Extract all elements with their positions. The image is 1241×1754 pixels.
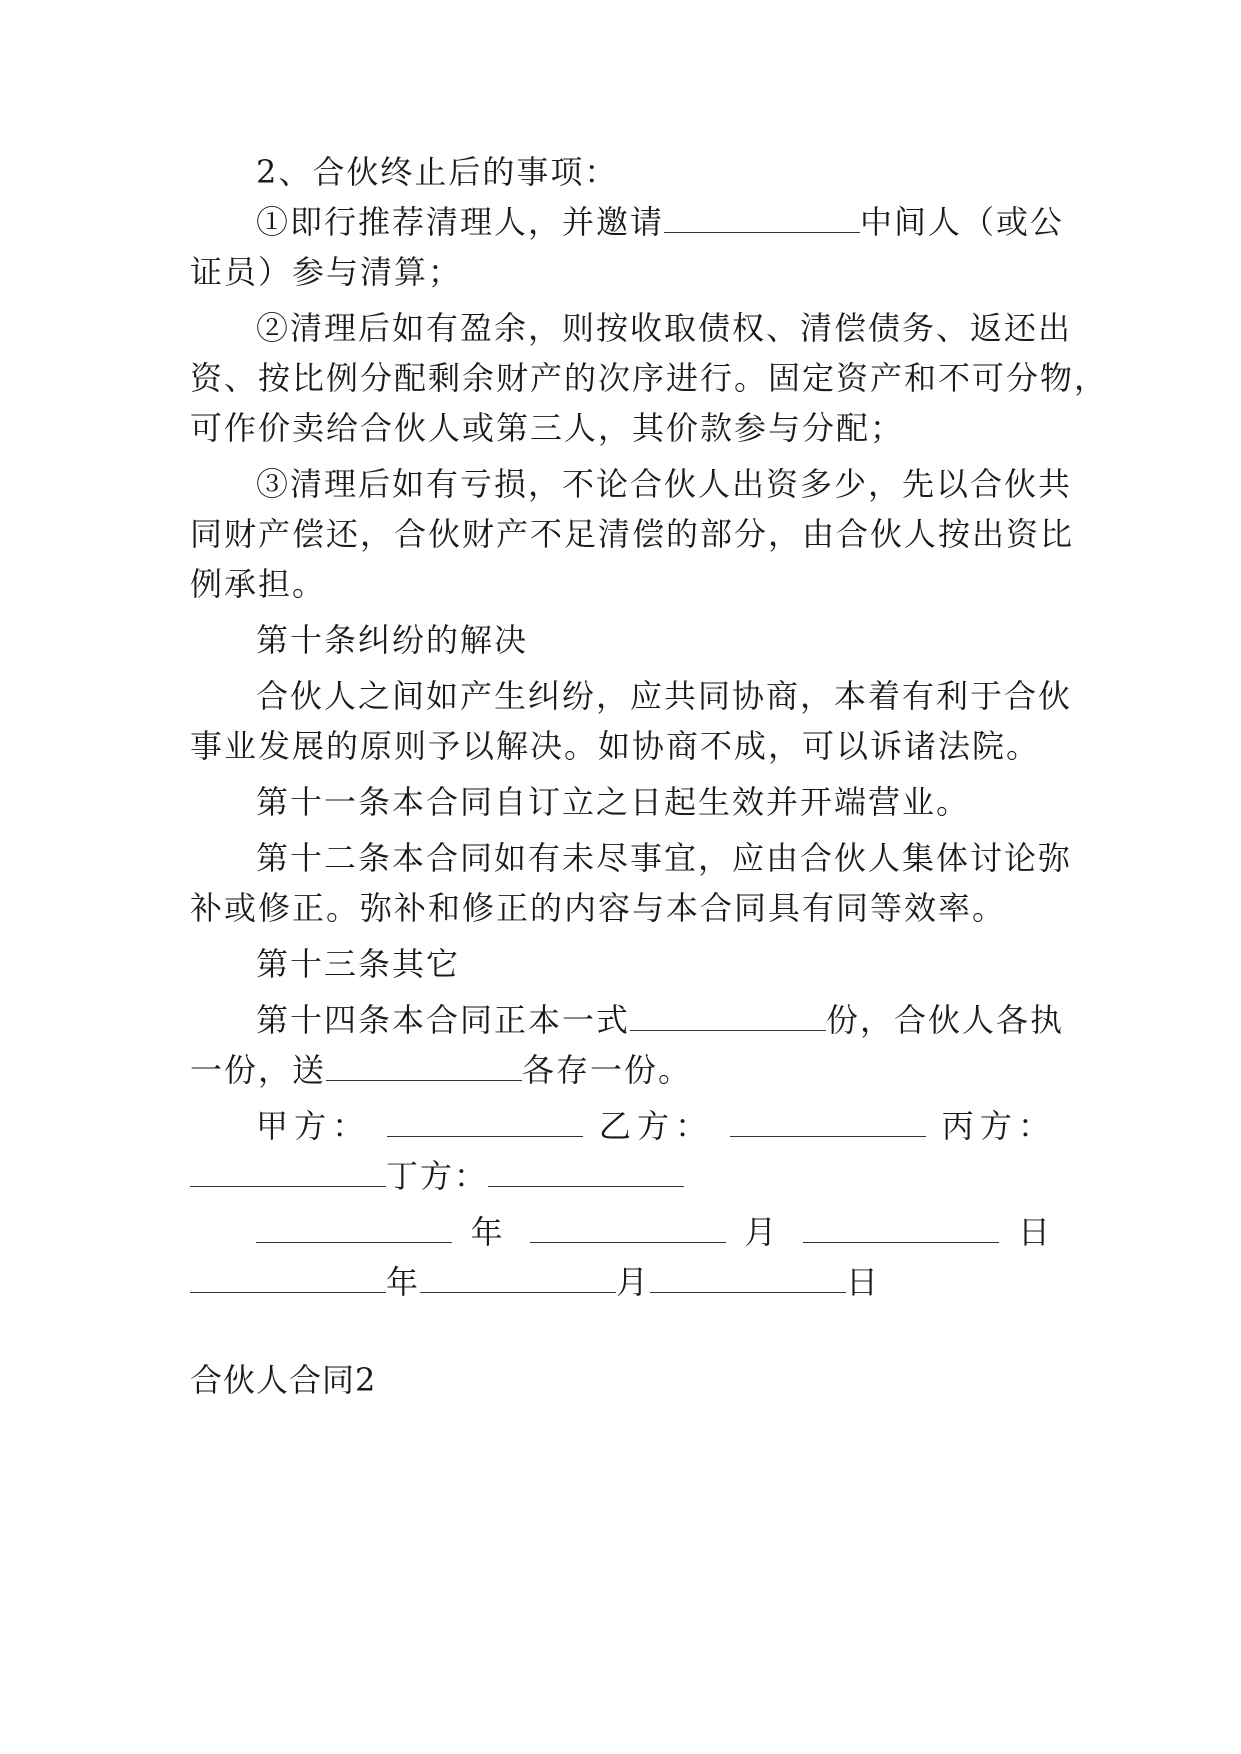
month-label: 月: [616, 1263, 651, 1301]
paragraph: ②清理后如有盈余，则按收取债权、清偿债务、返还出: [256, 309, 1073, 347]
paragraph: 资、按比例分配剩余财产的次序进行。固定资产和不可分物，: [190, 359, 1109, 397]
section-heading: 第十条纠纷的解决: [256, 621, 529, 659]
section-heading: 第十三条其它: [256, 945, 461, 983]
month-label: 月: [744, 1213, 785, 1251]
day-label: 日: [1018, 1213, 1053, 1251]
month-field[interactable]: [420, 1262, 616, 1293]
text: ①即行推荐清理人，并邀请: [256, 203, 665, 241]
paragraph: 例承担。: [190, 565, 327, 603]
paragraph: [256, 1000, 1065, 1040]
party-b-field[interactable]: [730, 1106, 926, 1137]
paragraph: 补或修正。弥补和修正的内容与本合同具有同等效率。: [190, 889, 1007, 927]
text: 一份，送: [190, 1051, 327, 1089]
year-label: 年: [386, 1263, 421, 1301]
signature-line: [190, 1156, 1052, 1196]
text: 中间人（或公: [860, 203, 1065, 241]
blank-field[interactable]: [630, 1000, 826, 1031]
paragraph: [256, 202, 1065, 242]
next-document-title: 合伙人合同2: [190, 1361, 377, 1399]
signature-line: [256, 1106, 1052, 1146]
party-a-label: 甲方：: [256, 1107, 371, 1145]
blank-field[interactable]: [326, 1050, 522, 1081]
text: 份，合伙人各执: [826, 1001, 1065, 1039]
day-field[interactable]: [803, 1212, 999, 1243]
paragraph: 证员）参与清算；: [190, 253, 463, 291]
party-c-label: 丙方：: [941, 1107, 1052, 1145]
day-field[interactable]: [650, 1262, 846, 1293]
text: 各存一份。: [522, 1051, 693, 1089]
party-d-label: 丁方：: [386, 1157, 489, 1195]
year-field[interactable]: [256, 1212, 452, 1243]
paragraph: 合伙人之间如产生纠纷，应共同协商，本着有利于合伙: [256, 677, 1073, 715]
month-field[interactable]: [530, 1212, 726, 1243]
paragraph: [190, 1050, 1052, 1090]
year-label: 年: [470, 1213, 512, 1251]
party-c-field[interactable]: [190, 1156, 386, 1187]
day-label: 日: [846, 1263, 881, 1301]
paragraph: ③清理后如有亏损，不论合伙人出资多少，先以合伙共: [256, 465, 1073, 503]
year-field[interactable]: [190, 1262, 386, 1293]
party-a-field[interactable]: [387, 1106, 583, 1137]
party-d-field[interactable]: [488, 1156, 684, 1187]
paragraph: 同财产偿还，合伙财产不足清偿的部分，由合伙人按出资比: [190, 515, 1075, 553]
paragraph: 事业发展的原则予以解决。如协商不成，可以诉诸法院。: [190, 727, 1041, 765]
paragraph: 2、合伙终止后的事项：: [256, 153, 619, 191]
text: 第十四条本合同正本一式: [256, 1001, 631, 1039]
blank-field[interactable]: [664, 202, 860, 233]
paragraph: 第十一条本合同自订立之日起生效并开端营业。: [256, 783, 971, 821]
date-line: [256, 1212, 1052, 1252]
party-b-label: 乙方：: [598, 1107, 714, 1145]
paragraph: 第十二条本合同如有未尽事宜，应由合伙人集体讨论弥: [256, 839, 1073, 877]
paragraph: 可作价卖给合伙人或第三人，其价款参与分配；: [190, 409, 905, 447]
date-line: [190, 1262, 1052, 1302]
